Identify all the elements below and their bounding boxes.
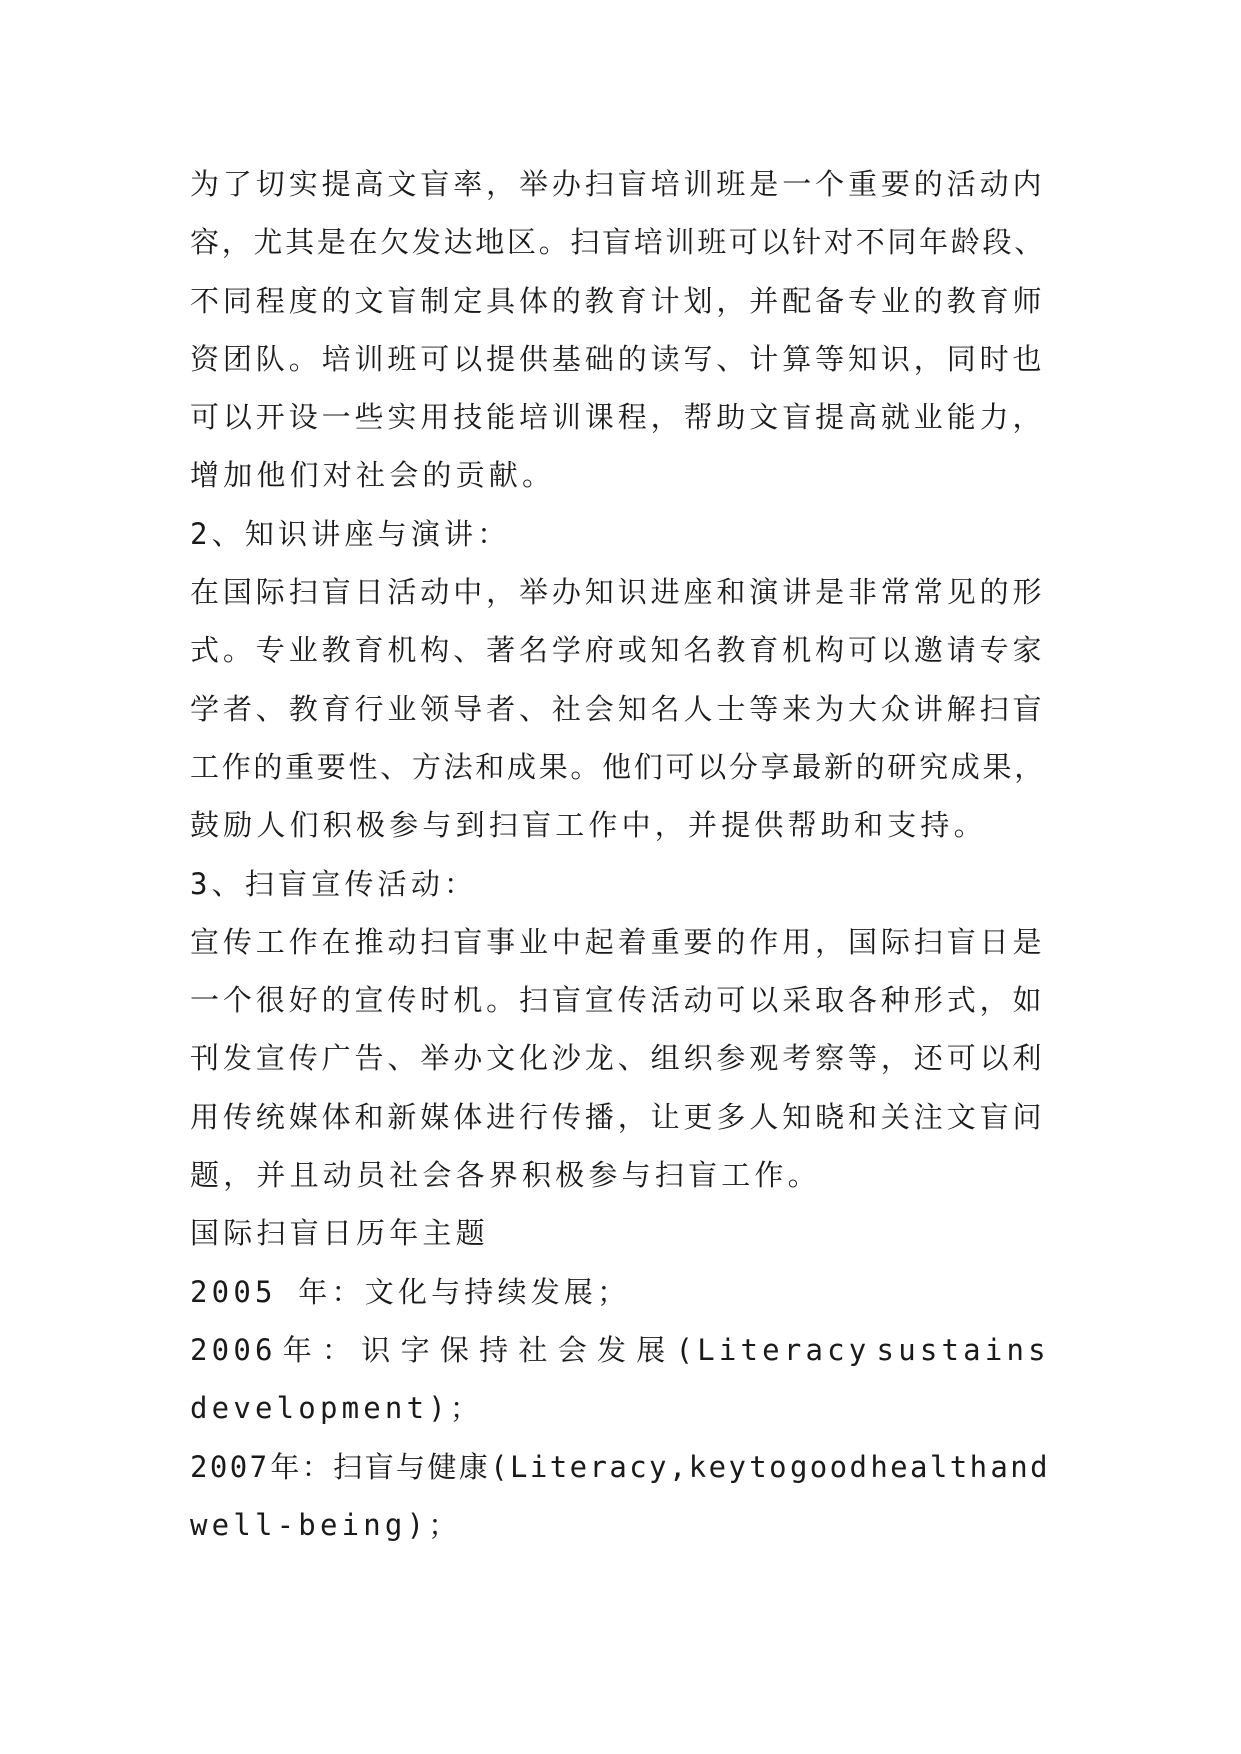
word: 2006 bbox=[190, 1332, 277, 1367]
word: 识 bbox=[361, 1332, 395, 1367]
text-line: 可以开设一些实用技能培训课程，帮助文盲提高就业能力， bbox=[190, 400, 1046, 435]
word: to bbox=[749, 1449, 790, 1484]
text-line: 式。专业教育机构、著名学府或知名教育机构可以邀请专家 bbox=[190, 633, 1046, 668]
word: good bbox=[789, 1449, 870, 1484]
word: 发 bbox=[596, 1332, 631, 1367]
theme-2006 bbox=[190, 1321, 1050, 1438]
section-heading: 3、扫盲宣传活动： bbox=[190, 866, 478, 901]
text-line: 鼓励人们积极参与到扫盲工作中，并提供帮助和支持。 bbox=[190, 808, 987, 843]
heading-publicity bbox=[190, 855, 1050, 913]
word: ： bbox=[322, 1332, 356, 1367]
word: 会 bbox=[557, 1332, 591, 1367]
text-line: 宣传工作在推动扫盲事业中起着重要的作用，国际扫盲日是 bbox=[190, 924, 1046, 959]
word: 2007 bbox=[190, 1449, 270, 1484]
word: 展 bbox=[636, 1332, 670, 1367]
document-body bbox=[190, 155, 1050, 1554]
word: 保 bbox=[439, 1332, 474, 1367]
text-line: 容，尤其是在欠发达地区。扫盲培训班可以针对不同年龄段、 bbox=[190, 225, 1046, 260]
text-line: 工作的重要性、方法和成果。他们可以分享最新的研究成果， bbox=[190, 749, 1046, 784]
section-heading: 国际扫盲日历年主题 bbox=[190, 1216, 489, 1251]
text-line: 刊发宣传广告、举办文化沙龙、组织参观考察等，还可以利 bbox=[190, 1041, 1046, 1076]
theme-line: development)； bbox=[190, 1391, 484, 1426]
theme-line: 2005 年：文化与持续发展； bbox=[190, 1274, 631, 1309]
text-line: 不同程度的文盲制定具体的教育计划，并配备专业的教育师 bbox=[190, 283, 1046, 318]
word: 持 bbox=[479, 1332, 513, 1367]
word: 社 bbox=[518, 1332, 552, 1367]
text-line: 学者、教育行业领导者、社会知名人士等来为大众讲解扫盲 bbox=[190, 691, 1046, 726]
heading-lectures bbox=[190, 505, 1050, 563]
paragraph-publicity bbox=[190, 913, 1050, 1204]
text-line: 增加他们对社会的贡献。 bbox=[190, 458, 556, 493]
heading-annual-themes bbox=[190, 1204, 1050, 1262]
text-line: 一个很好的宣传时机。扫盲宣传活动可以采取各种形式，如 bbox=[190, 983, 1046, 1018]
paragraph-lectures bbox=[190, 563, 1050, 854]
theme-2007 bbox=[190, 1438, 1050, 1555]
word: health bbox=[870, 1449, 990, 1484]
text-line: 为了切实提高文盲率，举办扫盲培训班是一个重要的活动内 bbox=[190, 167, 1046, 201]
theme-line: well-being)； bbox=[190, 1507, 462, 1542]
word: and bbox=[990, 1449, 1050, 1484]
text-line: 资团队。培训班可以提供基础的读写、计算等知识，同时也 bbox=[190, 341, 1046, 376]
word: 字 bbox=[400, 1332, 434, 1367]
text-line: 用传统媒体和新媒体进行传播，让更多人知晓和关注文盲问 bbox=[190, 1099, 1046, 1134]
section-heading: 2、知识讲座与演讲： bbox=[190, 516, 511, 551]
text-line: 在国际扫盲日活动中，举办知识进座和演讲是非常常见的形 bbox=[190, 575, 1046, 610]
theme-line-justified bbox=[190, 1438, 1050, 1496]
word: 年 bbox=[282, 1332, 316, 1367]
theme-2005 bbox=[190, 1263, 1050, 1321]
paragraph-literacy-classes bbox=[190, 155, 1050, 505]
text-line: 题，并且动员社会各界积极参与扫盲工作。 bbox=[190, 1158, 821, 1193]
theme-line-justified bbox=[190, 1321, 1050, 1379]
word: (Literacy bbox=[675, 1332, 871, 1367]
word: 年：扫盲与健康(Literacy,key bbox=[270, 1449, 749, 1484]
word: sustains bbox=[876, 1332, 1050, 1367]
